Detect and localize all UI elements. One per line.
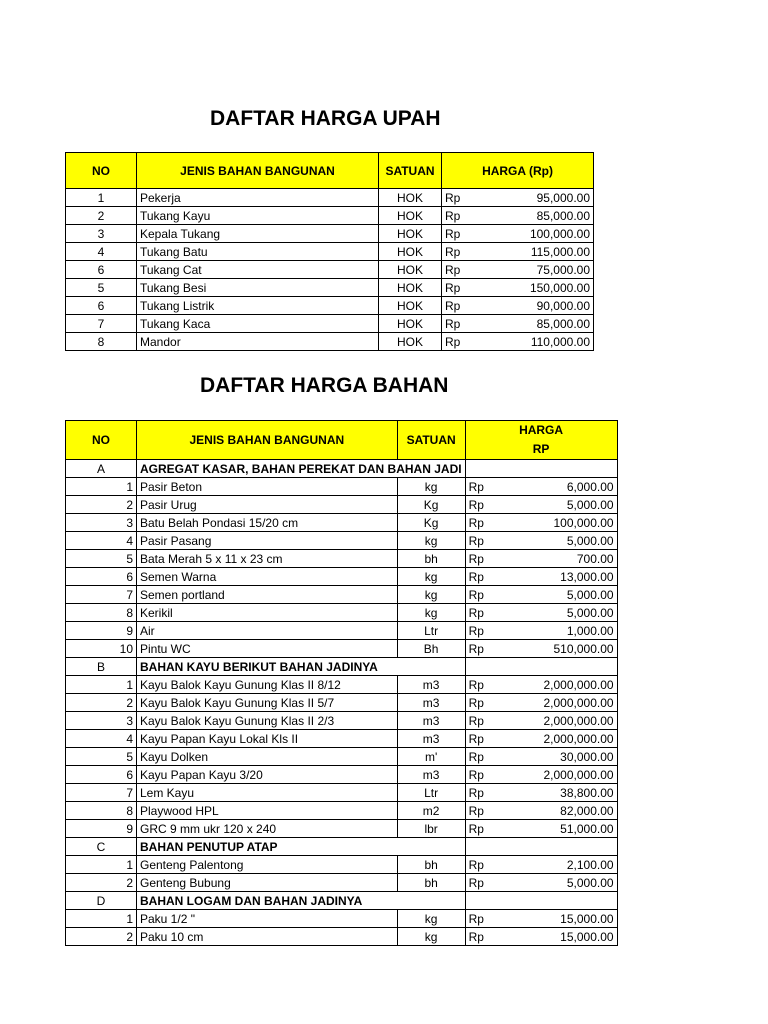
cell-nama: Paku 1/2 "	[137, 910, 398, 928]
section-row	[66, 460, 618, 478]
section-row	[66, 892, 618, 910]
cell-no: 7	[66, 586, 137, 604]
table-row	[66, 297, 594, 315]
cell-satuan: HOK	[379, 297, 442, 315]
cell-harga: 5,000.00	[491, 532, 617, 550]
cell-satuan: HOK	[379, 279, 442, 297]
cell-nama: Air	[137, 622, 398, 640]
cell-satuan: m3	[397, 712, 465, 730]
cell-rp: Rp	[465, 694, 491, 712]
cell-no: 7	[66, 315, 137, 333]
cell-rp: Rp	[442, 333, 468, 351]
cell-rp: Rp	[465, 784, 491, 802]
cell-rp: Rp	[465, 928, 491, 946]
cell-nama: Kerikil	[137, 604, 398, 622]
cell-nama: Tukang Listrik	[137, 297, 379, 315]
cell-rp: Rp	[465, 820, 491, 838]
cell-harga: 95,000.00	[468, 189, 594, 207]
cell-satuan: HOK	[379, 243, 442, 261]
table-row	[66, 225, 594, 243]
table-row	[66, 496, 618, 514]
cell-no: 1	[66, 189, 137, 207]
cell-rp: Rp	[465, 712, 491, 730]
cell-no: 6	[66, 568, 137, 586]
table-row	[66, 856, 618, 874]
cell-nama: Tukang Batu	[137, 243, 379, 261]
cell-nama: Tukang Besi	[137, 279, 379, 297]
cell-nama: Genteng Palentong	[137, 856, 398, 874]
cell-satuan: HOK	[379, 189, 442, 207]
cell-nama: Kayu Papan Kayu Lokal Kls II	[137, 730, 398, 748]
header-harga-line1: HARGA	[519, 423, 564, 437]
cell-rp: Rp	[465, 856, 491, 874]
cell-rp: Rp	[465, 802, 491, 820]
cell-harga: 90,000.00	[468, 297, 594, 315]
cell-satuan: HOK	[379, 315, 442, 333]
cell-no: 3	[66, 712, 137, 730]
section-row	[66, 658, 618, 676]
cell-harga: 150,000.00	[468, 279, 594, 297]
table-row	[66, 748, 618, 766]
cell-rp: Rp	[465, 874, 491, 892]
cell-no: 4	[66, 730, 137, 748]
cell-satuan: Ltr	[397, 622, 465, 640]
cell-no: 3	[66, 514, 137, 532]
cell-rp: Rp	[442, 279, 468, 297]
cell-satuan: Bh	[397, 640, 465, 658]
cell-nama: Tukang Kaca	[137, 315, 379, 333]
bahan-table	[65, 420, 618, 946]
cell-harga: 82,000.00	[491, 802, 617, 820]
cell-harga: 5,000.00	[491, 604, 617, 622]
table-row	[66, 333, 594, 351]
table-row	[66, 784, 618, 802]
cell-no: 2	[66, 694, 137, 712]
cell-no: 1	[66, 478, 137, 496]
cell-rp: Rp	[465, 604, 491, 622]
cell-harga: 2,000,000.00	[491, 730, 617, 748]
header-no: NO	[66, 153, 137, 189]
cell-nama: Kayu Balok Kayu Gunung Klas II 8/12	[137, 676, 398, 694]
table-row	[66, 261, 594, 279]
cell-rp: Rp	[465, 640, 491, 658]
cell-nama: Tukang Cat	[137, 261, 379, 279]
cell-rp: Rp	[465, 586, 491, 604]
cell-satuan: kg	[397, 928, 465, 946]
table-row	[66, 478, 618, 496]
cell-satuan: kg	[397, 532, 465, 550]
cell-rp: Rp	[465, 766, 491, 784]
cell-harga: 2,000,000.00	[491, 694, 617, 712]
table-row	[66, 532, 618, 550]
cell-harga: 2,100.00	[491, 856, 617, 874]
table-row	[66, 189, 594, 207]
cell-nama: Pasir Urug	[137, 496, 398, 514]
cell-satuan: kg	[397, 604, 465, 622]
section-title: BAHAN KAYU BERIKUT BAHAN JADINYA	[137, 658, 466, 676]
page-title-upah: DAFTAR HARGA UPAH	[210, 107, 441, 130]
cell-no: 9	[66, 820, 137, 838]
cell-harga: 2,000,000.00	[491, 766, 617, 784]
table-row	[66, 622, 618, 640]
cell-no: 2	[66, 874, 137, 892]
cell-satuan: kg	[397, 568, 465, 586]
cell-no: 1	[66, 856, 137, 874]
upah-table	[65, 152, 594, 351]
cell-satuan: kg	[397, 910, 465, 928]
upah-header-row	[66, 153, 594, 189]
cell-harga: 5,000.00	[491, 586, 617, 604]
section-title: BAHAN LOGAM DAN BAHAN JADINYA	[137, 892, 466, 910]
section-code: A	[66, 460, 137, 478]
table-row	[66, 910, 618, 928]
cell-no: 5	[66, 279, 137, 297]
section-code: D	[66, 892, 137, 910]
cell-rp: Rp	[442, 297, 468, 315]
cell-nama: Playwood HPL	[137, 802, 398, 820]
header-harga: HARGA (Rp)	[442, 153, 594, 189]
cell-satuan: m3	[397, 730, 465, 748]
cell-satuan: bh	[397, 856, 465, 874]
cell-satuan: bh	[397, 874, 465, 892]
table-row	[66, 604, 618, 622]
cell-rp: Rp	[442, 315, 468, 333]
cell-harga: 15,000.00	[491, 928, 617, 946]
cell-rp: Rp	[465, 910, 491, 928]
cell-nama: Kayu Balok Kayu Gunung Klas II 5/7	[137, 694, 398, 712]
cell-nama: Tukang Kayu	[137, 207, 379, 225]
cell-nama: Pekerja	[137, 189, 379, 207]
cell-harga: 2,000,000.00	[491, 676, 617, 694]
cell-nama: Semen portland	[137, 586, 398, 604]
header-harga-line2: RP	[532, 442, 550, 456]
cell-no: 4	[66, 243, 137, 261]
cell-no: 10	[66, 640, 137, 658]
cell-harga: 85,000.00	[468, 207, 594, 225]
header-harga	[465, 421, 617, 460]
section-row	[66, 838, 618, 856]
cell-satuan: m3	[397, 694, 465, 712]
cell-rp: Rp	[442, 207, 468, 225]
cell-nama: Pasir Beton	[137, 478, 398, 496]
table-row	[66, 694, 618, 712]
cell-satuan: kg	[397, 478, 465, 496]
cell-rp: Rp	[442, 225, 468, 243]
cell-harga: 115,000.00	[468, 243, 594, 261]
header-satuan: SATUAN	[397, 421, 465, 460]
section-empty	[465, 658, 617, 676]
cell-rp: Rp	[465, 676, 491, 694]
header-jenis: JENIS BAHAN BANGUNAN	[137, 421, 398, 460]
cell-no: 8	[66, 333, 137, 351]
table-row	[66, 928, 618, 946]
table-row	[66, 514, 618, 532]
cell-nama: Kayu Dolken	[137, 748, 398, 766]
cell-harga: 110,000.00	[468, 333, 594, 351]
cell-satuan: bh	[397, 550, 465, 568]
cell-satuan: m3	[397, 766, 465, 784]
cell-no: 5	[66, 550, 137, 568]
cell-harga: 510,000.00	[491, 640, 617, 658]
cell-satuan: kg	[397, 586, 465, 604]
cell-harga: 51,000.00	[491, 820, 617, 838]
header-satuan: SATUAN	[379, 153, 442, 189]
cell-rp: Rp	[442, 243, 468, 261]
cell-nama: Bata Merah 5 x 11 x 23 cm	[137, 550, 398, 568]
cell-harga: 15,000.00	[491, 910, 617, 928]
cell-rp: Rp	[442, 261, 468, 279]
cell-nama: GRC 9 mm ukr 120 x 240	[137, 820, 398, 838]
cell-satuan: HOK	[379, 333, 442, 351]
cell-harga: 700.00	[491, 550, 617, 568]
table-row	[66, 315, 594, 333]
cell-harga: 13,000.00	[491, 568, 617, 586]
cell-harga: 100,000.00	[491, 514, 617, 532]
section-title: AGREGAT KASAR, BAHAN PEREKAT DAN BAHAN JADI	[137, 460, 466, 478]
cell-rp: Rp	[442, 189, 468, 207]
cell-nama: Pasir Pasang	[137, 532, 398, 550]
section-code: C	[66, 838, 137, 856]
table-row	[66, 550, 618, 568]
cell-no: 7	[66, 784, 137, 802]
cell-rp: Rp	[465, 514, 491, 532]
cell-satuan: m'	[397, 748, 465, 766]
section-empty	[465, 460, 617, 478]
cell-satuan: Ltr	[397, 784, 465, 802]
cell-no: 6	[66, 766, 137, 784]
cell-satuan: m3	[397, 676, 465, 694]
table-row	[66, 676, 618, 694]
table-row	[66, 874, 618, 892]
cell-no: 9	[66, 622, 137, 640]
cell-rp: Rp	[465, 748, 491, 766]
table-row	[66, 820, 618, 838]
cell-harga: 2,000,000.00	[491, 712, 617, 730]
cell-harga: 85,000.00	[468, 315, 594, 333]
table-row	[66, 730, 618, 748]
cell-no: 1	[66, 910, 137, 928]
cell-rp: Rp	[465, 622, 491, 640]
header-jenis: JENIS BAHAN BANGUNAN	[137, 153, 379, 189]
cell-rp: Rp	[465, 568, 491, 586]
cell-no: 6	[66, 261, 137, 279]
cell-no: 4	[66, 532, 137, 550]
cell-satuan: HOK	[379, 261, 442, 279]
cell-rp: Rp	[465, 478, 491, 496]
table-row	[66, 243, 594, 261]
table-row	[66, 568, 618, 586]
cell-satuan: m2	[397, 802, 465, 820]
cell-satuan: lbr	[397, 820, 465, 838]
cell-satuan: Kg	[397, 496, 465, 514]
cell-harga: 75,000.00	[468, 261, 594, 279]
cell-nama: Pintu WC	[137, 640, 398, 658]
cell-satuan: Kg	[397, 514, 465, 532]
table-row	[66, 766, 618, 784]
section-empty	[465, 892, 617, 910]
cell-harga: 30,000.00	[491, 748, 617, 766]
cell-satuan: HOK	[379, 225, 442, 243]
cell-harga: 38,800.00	[491, 784, 617, 802]
cell-no: 3	[66, 225, 137, 243]
cell-nama: Paku 10 cm	[137, 928, 398, 946]
cell-no: 2	[66, 207, 137, 225]
header-no: NO	[66, 421, 137, 460]
cell-nama: Kayu Papan Kayu 3/20	[137, 766, 398, 784]
cell-no: 1	[66, 676, 137, 694]
section-title: BAHAN PENUTUP ATAP	[137, 838, 466, 856]
cell-nama: Kepala Tukang	[137, 225, 379, 243]
cell-nama: Genteng Bubung	[137, 874, 398, 892]
cell-no: 8	[66, 802, 137, 820]
page-title-bahan: DAFTAR HARGA BAHAN	[200, 374, 449, 397]
cell-rp: Rp	[465, 550, 491, 568]
cell-harga: 100,000.00	[468, 225, 594, 243]
table-row	[66, 586, 618, 604]
cell-nama: Mandor	[137, 333, 379, 351]
section-empty	[465, 838, 617, 856]
cell-no: 6	[66, 297, 137, 315]
cell-no: 8	[66, 604, 137, 622]
cell-harga: 6,000.00	[491, 478, 617, 496]
cell-harga: 5,000.00	[491, 874, 617, 892]
cell-harga: 1,000.00	[491, 622, 617, 640]
cell-nama: Lem Kayu	[137, 784, 398, 802]
cell-nama: Batu Belah Pondasi 15/20 cm	[137, 514, 398, 532]
section-code: B	[66, 658, 137, 676]
cell-no: 2	[66, 496, 137, 514]
table-row	[66, 712, 618, 730]
table-row	[66, 802, 618, 820]
table-row	[66, 279, 594, 297]
bahan-header-row	[66, 421, 618, 460]
cell-rp: Rp	[465, 730, 491, 748]
cell-nama: Semen Warna	[137, 568, 398, 586]
cell-satuan: HOK	[379, 207, 442, 225]
cell-nama: Kayu Balok Kayu Gunung Klas II 2/3	[137, 712, 398, 730]
cell-rp: Rp	[465, 532, 491, 550]
table-row	[66, 207, 594, 225]
cell-no: 2	[66, 928, 137, 946]
table-row	[66, 640, 618, 658]
cell-rp: Rp	[465, 496, 491, 514]
cell-harga: 5,000.00	[491, 496, 617, 514]
cell-no: 5	[66, 748, 137, 766]
